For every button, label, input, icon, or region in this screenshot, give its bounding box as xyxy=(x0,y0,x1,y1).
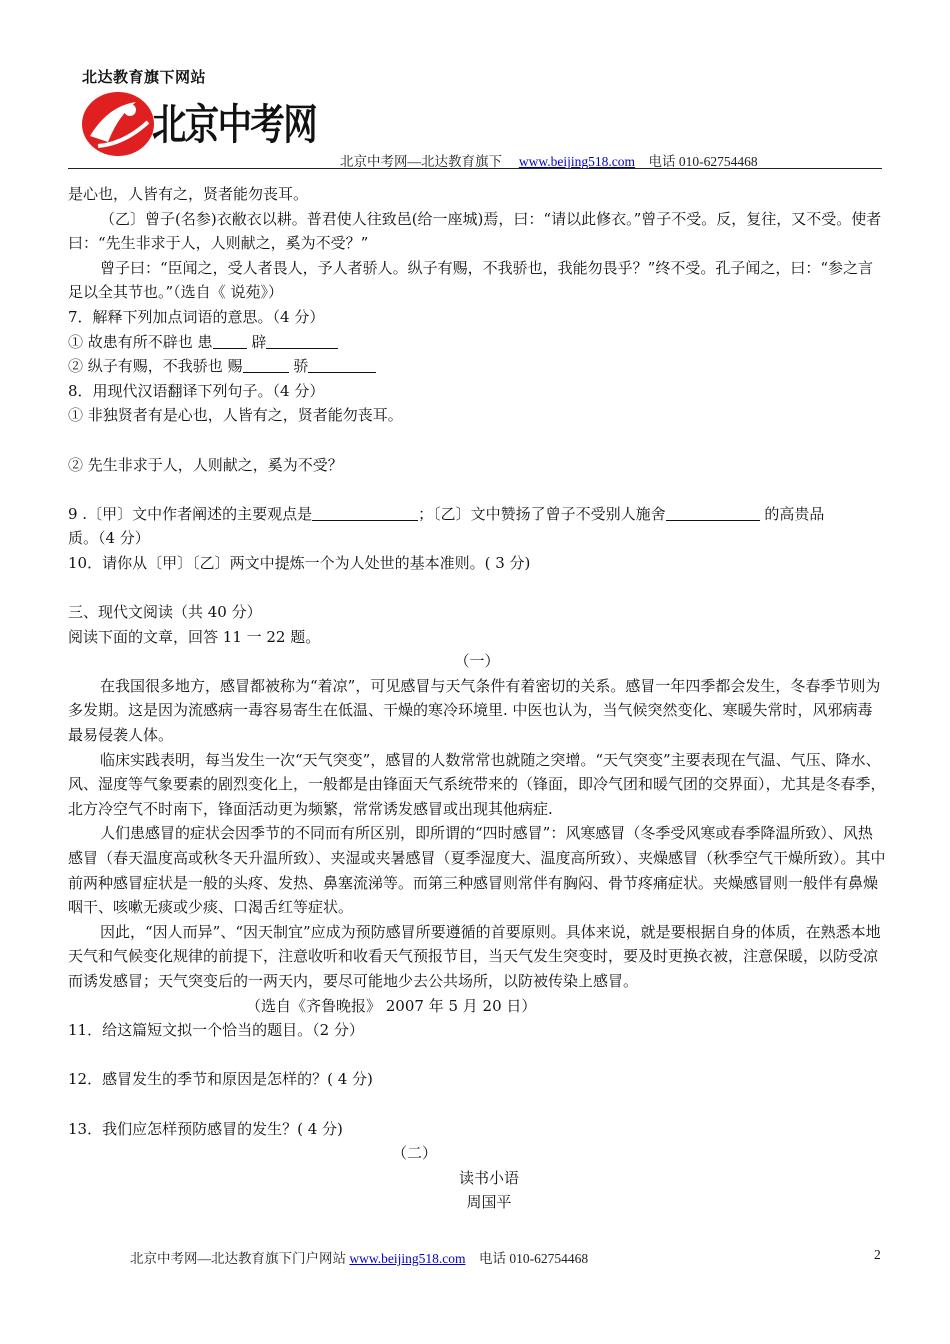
answer-blank xyxy=(213,333,247,349)
section-instructions: 阅读下面的文章，回答 11 一 22 题。 xyxy=(68,627,321,646)
q8-sentence-2: ② 先生非求于人，人则献之，奚为不受？ xyxy=(68,455,343,474)
footer: 北京中考网—北达教育旗下门户网站 www.beijing518.com 电话 010-62754468 xyxy=(130,1251,589,1266)
part-heading: （二） xyxy=(392,1144,438,1163)
header-site-link[interactable]: www.beijing518.com xyxy=(518,154,635,169)
header-site-line: 北京中考网—北达教育旗下 www.beijing518.com 电话 010-62754468 xyxy=(340,154,758,169)
question-12: 12．感冒发生的季节和原因是怎样的？( 4 分) xyxy=(68,1070,373,1089)
answer-blank xyxy=(666,505,760,521)
question-9: 9 .〔甲〕文中作者阐述的主要观点是 ；〔乙〕文中赞扬了曾子不受别人施舍 的高贵品 xyxy=(68,504,825,523)
paragraph: 是心也，人皆有之，贤者能勿丧耳。 xyxy=(68,185,309,203)
header-rule xyxy=(68,168,882,169)
q7-line-2: ② 纵子有赐，不我骄也 赐 骄 xyxy=(68,354,886,379)
section-title: 三、现代文阅读（共 40 分） xyxy=(68,603,262,622)
part-heading: （一） xyxy=(454,652,500,671)
brand-line: 北达教育旗下网站 xyxy=(82,68,207,86)
question-10: 10．请你从〔甲〕〔乙〕两文中提炼一个为人处世的基本准则。( 3 分) xyxy=(68,553,531,572)
article-paragraph: 人们患感冒的症状会因季节的不同而有所区别，即所谓的“四时感冒”：风寒感冒（冬季受风寒或春季降温所致）、风热感冒（春天温度高或秋冬天升温所致）、夹湿或夹暑感冒（夏季湿度大、温度高所致）、夹燥感冒（秋季空气干燥所致）。其中前两种感冒症状是一般的头疼、发热、鼻塞流涕等。而第三种感冒则常伴有胸闷、骨节疼痛症状。夹燥感冒则一般伴有鼻燥咽干、咳嗽无痰或少痰、口渴舌红等症状。 xyxy=(68,824,886,917)
article-paragraph: 因此，“因人而异”、“因天制宜”应成为预防感冒所要遵循的首要原则。具体来说，就是要根据自身的体质，在熟悉本地天气和气候变化规律的前提下，注意收听和收看天气预报节目，当天气发生突变时，要及时更换衣被，注意保暖，以防受凉而诱发感冒；天气突变后的一两天内，要尽可能地少去公共场所，以防被传染上感冒。 xyxy=(68,922,881,990)
answer-blank xyxy=(243,357,289,373)
article-paragraph: 在我国很多地方，感冒都被称为“着凉”，可见感冒与天气条件有着密切的关系。感冒一年四季都会发生，冬春季节则为多发期。这是因为流感病一毒容易寄生在低温、干燥的寒冷环境里. 中医也认为，当气候突然变化、寒暖失常时，风邪病毒最易侵袭人体。 xyxy=(68,676,881,745)
logo-text: 北京中考网 xyxy=(152,100,317,149)
question-11: 11．给这篇短文拟一个恰当的题目。（2 分） xyxy=(68,1021,364,1040)
paragraph: 曾子曰：“臣闻之，受人者畏人，予人者骄人。纵子有赐，不我骄也，我能勿畏乎？”终不受。孔子闻之，曰：“参之言足以全其节也。”（选自《 说苑》） xyxy=(68,258,874,302)
paragraph: （乙〕曾子(名参)衣敝衣以耕。普君使人往致邑(给一座城)焉，曰：“请以此修衣。”曾子不受。反，复往，又不受。使者曰：“先生非求于人，人则献之，奚为不受？” xyxy=(68,209,882,253)
logo-icon xyxy=(78,86,162,158)
question-13: 13．我们应怎样预防感冒的发生？( 4 分) xyxy=(68,1119,343,1138)
question-9-cont: 质。（4 分） xyxy=(68,529,150,548)
answer-blank xyxy=(266,333,338,349)
article-paragraph: 临床实践表明，每当发生一次“天气突变”，感冒的人数常常也就随之突增。“天气突变”主要表现在气温、气压、降水、风、湿度等气象要素的剧烈变化上，一般都是由锋面天气系统带来的（锋面，即冷气团和暖气团的交界面），尤其是冬春季，北方冷空气不时南下，锋面活动更为频繁，常常诱发感冒或出现其他病症. xyxy=(68,750,886,818)
q8-sentence-1: ① 非独贤者有是心也，人皆有之，贤者能勿丧耳。 xyxy=(68,406,403,425)
answer-blank xyxy=(308,357,376,373)
article-author: 周国平 xyxy=(466,1193,512,1212)
question-8: 8．用现代汉语翻译下列句子。（4 分） xyxy=(68,381,325,400)
footer-site-link[interactable]: www.beijing518.com xyxy=(349,1251,466,1266)
question-7: 7．解释下列加点词语的意思。（4 分） xyxy=(68,307,325,326)
page-number: 2 xyxy=(874,1247,881,1262)
article-title: 读书小语 xyxy=(458,1168,519,1187)
q7-line-1: ① 故患有所不辟也 患 辟 xyxy=(68,330,886,355)
article-source: （选自《齐鲁晚报》 2007 年 5 月 20 日） xyxy=(246,996,537,1015)
answer-blank xyxy=(312,505,418,521)
document-content xyxy=(68,182,886,1215)
